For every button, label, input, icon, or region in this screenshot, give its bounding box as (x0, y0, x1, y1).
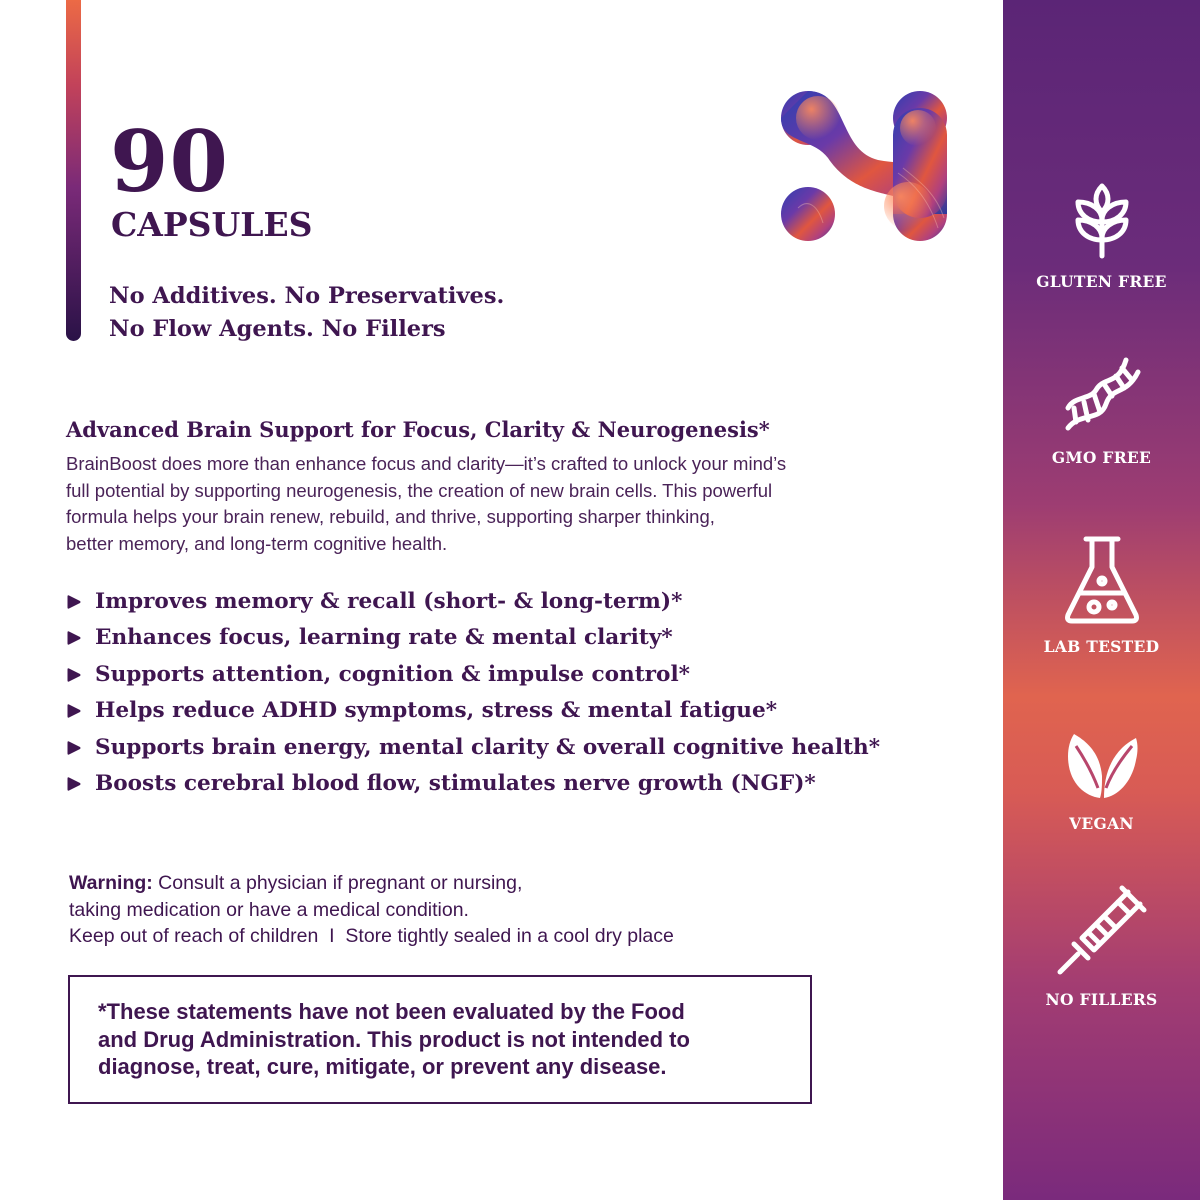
list-item (66, 693, 880, 729)
warning-block (69, 870, 674, 950)
badge-label: NO FILLERS (1045, 990, 1158, 1009)
play-bullet-icon (66, 776, 82, 792)
warning-label: Warning: (69, 872, 153, 894)
flask-icon (1062, 535, 1142, 625)
disclaimer-line: *These statements have not been evaluated by the Food (98, 999, 685, 1024)
warning-text: Consult a physician if pregnant or nursing, (152, 872, 523, 894)
claim-line: No Flow Agents. No Fillers (109, 316, 446, 342)
list-item (66, 657, 880, 693)
badge-label: VEGAN (1069, 814, 1134, 833)
warning-text: taking medication or have a medical condition. (69, 898, 469, 921)
list-item (66, 584, 880, 620)
syringe-icon (1054, 882, 1150, 978)
play-bullet-icon (66, 630, 82, 646)
benefit-text: Helps reduce ADHD symptoms, stress & mental fatigue* (95, 698, 777, 724)
storage-text: Keep out of reach of children I Store tightly sealed in a cool dry place (69, 925, 674, 947)
badge-panel (1003, 0, 1200, 1200)
claim-line: No Additives. No Preservatives. (109, 283, 505, 309)
product-description (66, 451, 926, 557)
purity-claims (109, 280, 504, 346)
badge-label: LAB TESTED (1043, 637, 1160, 656)
description-line: BrainBoost does more than enhance focus and clarity—it’s crafted to unlock your mind’s (66, 453, 787, 474)
list-item (66, 766, 880, 802)
badge-no-fillers (1003, 882, 1200, 1009)
benefit-text: Supports brain energy, mental clarity & overall cognitive health* (95, 734, 881, 760)
disclaimer-line: diagnose, treat, cure, mitigate, or prevent any disease. (98, 1054, 667, 1079)
description-line: better memory, and long-term cognitive health. (66, 532, 448, 554)
play-bullet-icon (66, 667, 82, 683)
accent-bar (66, 0, 81, 341)
badge-lab-tested (1003, 535, 1200, 656)
section-headline: Advanced Brain Support for Focus, Clarity & Neurogenesis* (66, 417, 770, 442)
capsule-unit: CAPSULES (111, 205, 313, 244)
description-line: full potential by supporting neurogenesis, the creation of new brain cells. This powerful (66, 479, 773, 501)
benefit-text: Improves memory & recall (short- & long-term)* (95, 589, 683, 614)
play-bullet-icon (66, 594, 82, 610)
dna-icon (1060, 352, 1144, 436)
leaves-icon (1062, 722, 1142, 802)
badge-label: GLUTEN FREE (1036, 272, 1167, 291)
badge-vegan (1003, 722, 1200, 833)
fda-disclaimer (68, 975, 812, 1104)
benefit-text: Supports attention, cognition & impulse control* (95, 661, 690, 687)
benefit-text: Boosts cerebral blood flow, stimulates nerve growth (NGF)* (95, 770, 816, 796)
capsule-count: 90 (110, 112, 229, 211)
play-bullet-icon (66, 740, 82, 756)
wheat-icon (1062, 180, 1142, 260)
badge-gluten-free (1003, 180, 1200, 291)
brand-mark-icon (778, 88, 954, 248)
benefits-list (66, 584, 880, 802)
disclaimer-line: and Drug Administration. This product is not intended to (98, 1026, 690, 1052)
badge-gmo-free (1003, 352, 1200, 467)
badge-label: GMO FREE (1051, 448, 1152, 467)
benefit-text: Enhances focus, learning rate & mental clarity* (95, 625, 673, 651)
list-item (66, 730, 880, 766)
description-line: formula helps your brain renew, rebuild, and thrive, supporting sharper thinking, (66, 506, 715, 527)
list-item (66, 620, 880, 656)
play-bullet-icon (66, 703, 82, 719)
